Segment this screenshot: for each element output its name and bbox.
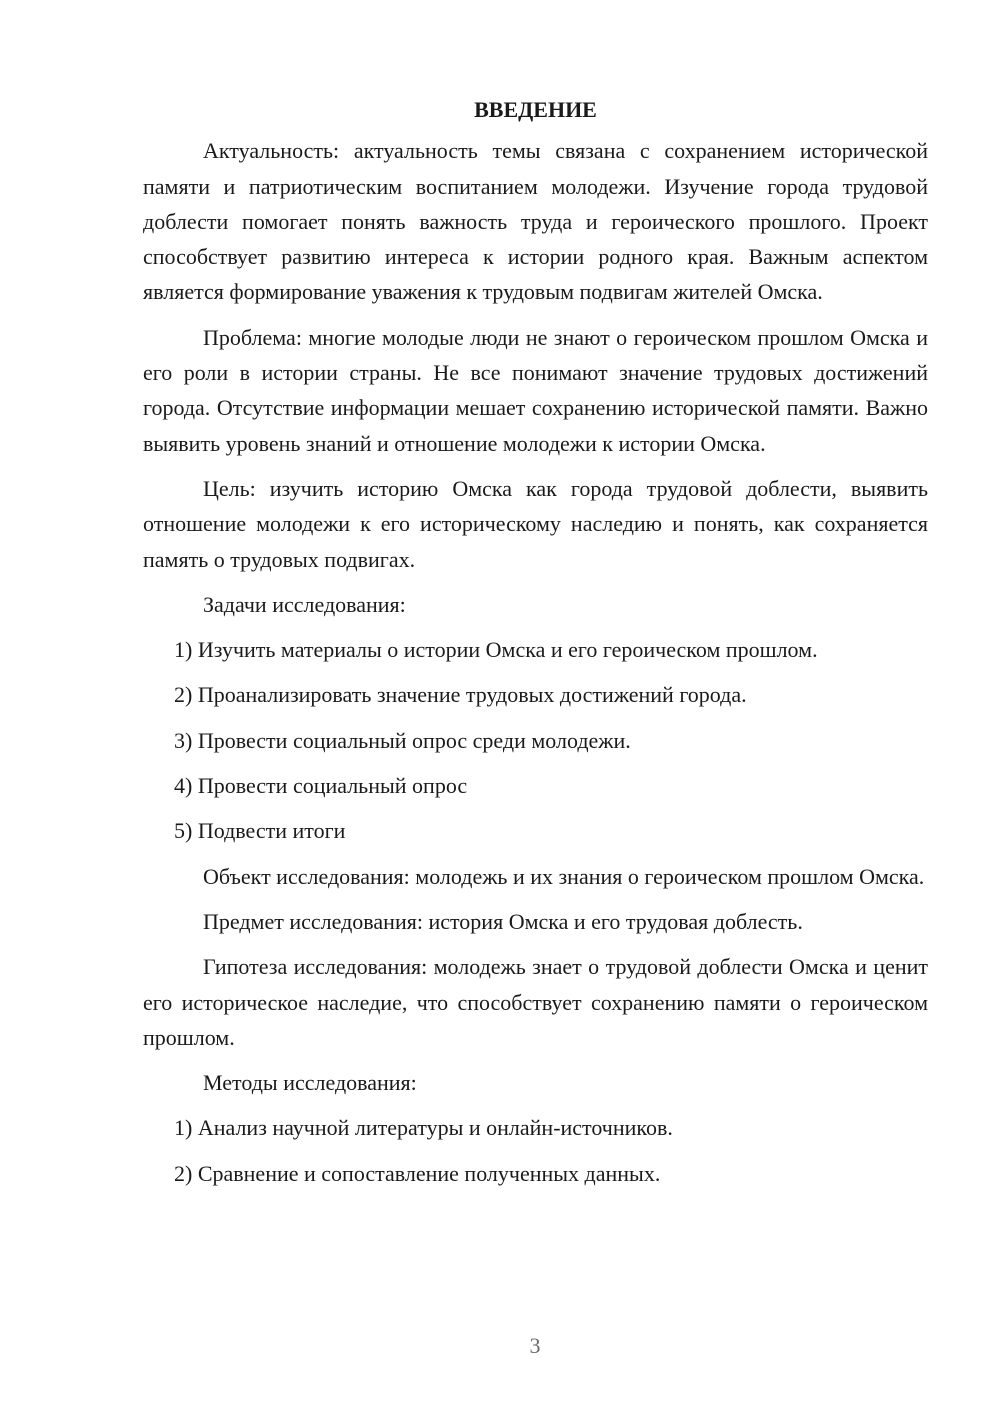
task-item: 3) Провести социальный опрос среди молодежи. [174,727,631,753]
object-paragraph: Объект исследования: молодежь и их знания о героическом прошлом Омска. [203,863,925,889]
problem-paragraph: Проблема: многие молодые люди не знают о героическом прошлом Омска и его роли в истории страны. Не все понимают значение трудовых достижений города. Отсутствие информации мешает сохранению исторической памяти. Важно выявить уровень знаний и отношение молодежи к истории Омска. [143,324,928,456]
task-item: 2) Проанализировать значение трудовых достижений города. [174,682,747,708]
page-title: ВВЕДЕНИЕ [474,97,597,122]
task-item: 5) Подвести итоги [174,818,346,844]
goal-paragraph: Цель: изучить историю Омска как города трудовой доблести, выявить отношение молодежи к его историческому наследию и понять, как сохраняется память о трудовых подвигах. [143,475,928,572]
task-item: 4) Провести социальный опрос [174,773,468,799]
tasks-title: Задачи исследования: [203,591,406,617]
page-number: 3 [529,1333,541,1358]
hypothesis-paragraph: Гипотеза исследования: молодежь знает о трудовой доблести Омска и ценит его историческое наследие, что способствует сохранению памяти о героическом прошлом. [143,954,928,1050]
method-item: 1) Анализ научной литературы и онлайн-источников. [174,1115,673,1141]
methods-title: Методы исследования: [203,1070,417,1096]
method-item: 2) Сравнение и сопоставление полученных данных. [174,1160,661,1186]
relevance-paragraph: Актуальность: актуальность темы связана с сохранением исторической памяти и патриотическим воспитанием молодежи. Изучение города трудовой доблести помогает понять важность труда и героического прошлого. Проект способствует развитию интереса к истории родного края. Важным аспектом является формирование уважения к трудовым подвигам жителей Омска. [143,138,928,305]
document-page [143,92,928,1201]
task-item: 1) Изучить материалы о истории Омска и его героическом прошлом. [174,637,818,663]
subject-paragraph: Предмет исследования: история Омска и его трудовая доблесть. [203,908,803,934]
